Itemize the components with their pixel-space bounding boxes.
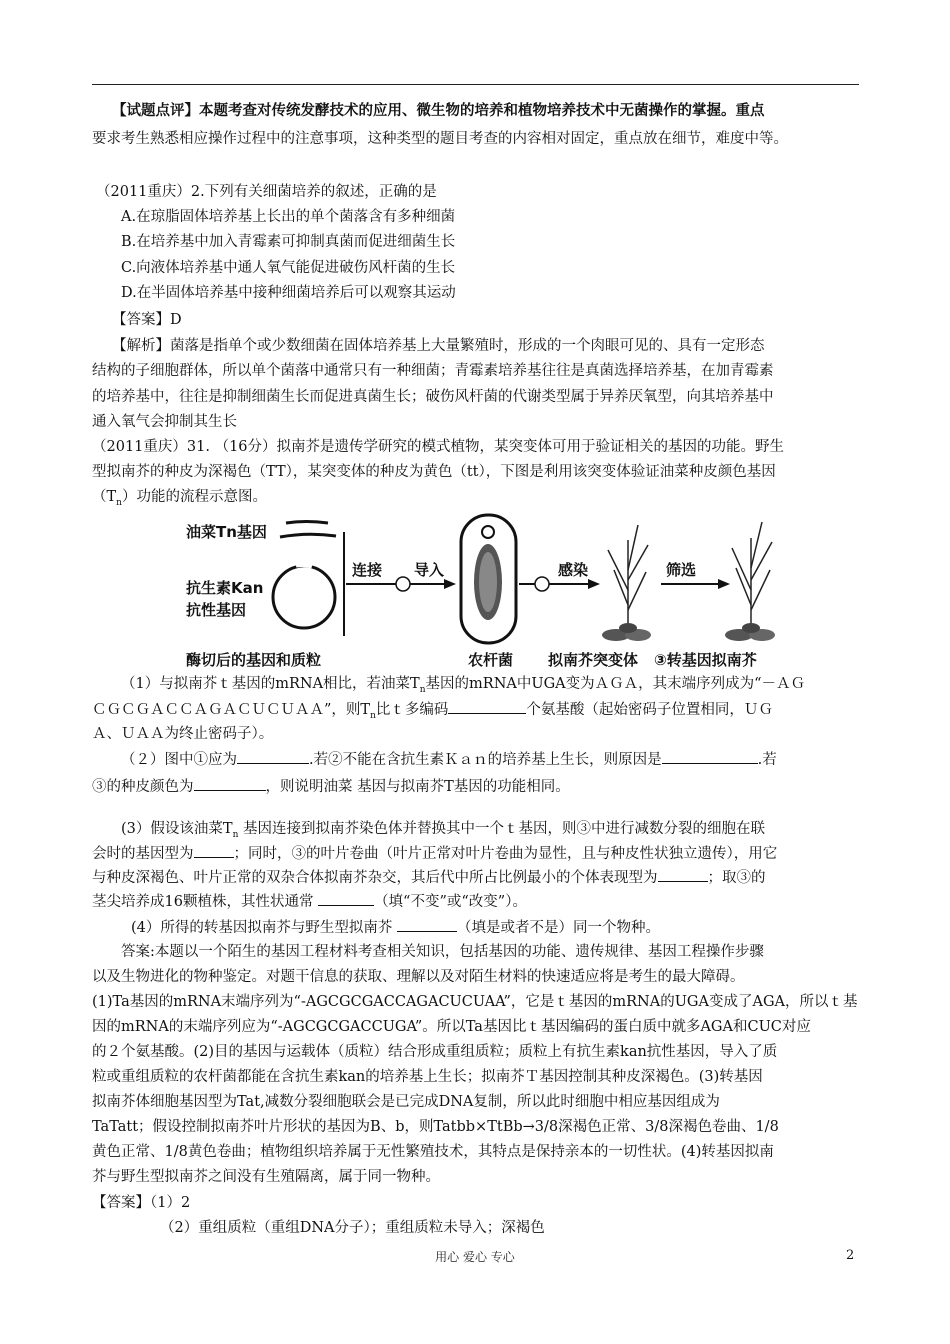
left-caption: 酶切后的基因和质粒 <box>186 651 322 669</box>
comment-line-2: 要求考生熟悉相应操作过程中的注意事项，这种类型的题目考查的内容相对固定，重点放在细节，难度中等。 <box>92 131 788 147</box>
kan-label-1: 抗生素Kan <box>186 579 264 597</box>
step-screen: 筛选 <box>666 561 697 579</box>
option-a: A.在琼脂固体培养基上长出的单个菌落含有多种细菌 <box>121 209 456 225</box>
sub-1-line-3: Ａ、ＵＡＡ为终止密码子）。 <box>92 726 274 742</box>
comment-line-1 <box>112 101 765 121</box>
final-answer-1: 【答案】（1）2 <box>92 1195 191 1211</box>
explain-line-5: 的２个氨基酸。(2)目的基因与运载体（质粒）结合形成重组质粒；质粒上有抗生素kan抗性基因，导入了质 <box>92 1044 778 1060</box>
right-caption-1: 拟南芥突变体 <box>548 651 639 669</box>
step-infect: 感染 <box>558 561 589 579</box>
transgenic-plant-icon <box>732 522 772 635</box>
explain-line-6: 粒或重组质粒的农杆菌都能在含抗生素kan的培养基上生长；拟南芥Ｔ基因控制其种皮深褐色。(3)转基因 <box>92 1069 763 1085</box>
question-31-line-1: （2011重庆）31. （16分）拟南芥是遗传学研究的模式植物，某突变体可用于验证相关的基因的功能。野生 <box>92 439 785 455</box>
explain-line-8: TaTatt；假设控制拟南芥叶片形状的基因为B、b，则Tatbb×TtBb→3/8深褐色正常、3/8深褐色卷曲、1/8 <box>92 1119 779 1135</box>
mid-caption: 农杆菌 <box>468 651 514 669</box>
sub-2-line-2: ③的种皮颜色为 ，则说明油菜 基因与拟南芥T基因的功能相同。 <box>92 776 570 797</box>
analysis-line-3: 的培养基中，往往是抑制细菌生长而促进真菌生长；破伤风杆菌的代谢类型属于异养厌氧型，向其培养基中 <box>92 389 774 405</box>
sub-3-line-2: 会时的基因型为 ；同时，③的叶片卷曲（叶片正常对叶片卷曲为显性，且与种皮性状独立遗传），用它 <box>92 843 777 864</box>
sub-1-line-1: （1）与拟南芥ｔ基因的mRNA相比，若油菜$T_n$基因的mRNA中UGA变为ＡＧＡ，其末端序列成为“－ＡＧ <box>121 676 806 695</box>
option-b: B.在培养基中加入青霉素可抑制真菌而促进细菌生长 <box>121 234 456 250</box>
sub-3-line-4: 茎尖培养成16颗植株，其性状通常 （填“不变”或“改变”）。 <box>92 891 527 912</box>
comment-text: 【试题点评】本题考查对传统发酵技术的应用、微生物的培养和植物培养技术中无菌操作的掌握。重点 <box>112 102 765 119</box>
option-d: D.在半固体培养基中接种细菌培养后可以观察其运动 <box>121 285 456 301</box>
question-31-line-3: $(T_n)$功能的流程示意图。 <box>92 489 267 508</box>
plasmid-icon <box>273 566 335 628</box>
step-import: 导入 <box>414 561 445 579</box>
sub-2-line-1: （２）图中①应为 .若②不能在含抗生素Ｋａｎ的培养基上生长，则原因是 .若 <box>121 749 777 770</box>
blank-4[interactable] <box>194 776 266 791</box>
blank-2[interactable] <box>237 749 309 764</box>
explain-line-1: 答案:本题以一个陌生的基因工程材料考查相关知识，包括基因的功能、遗传规律、基因工程操作步骤 <box>121 944 764 960</box>
mutant-plant-icon <box>608 525 648 635</box>
explain-line-4: 因的mRNA的末端序列应为“-AGCGCGACCUGA”。所以Ta基因比ｔ基因编码的蛋白质中就多AGA和CUC对应 <box>92 1019 811 1035</box>
blank-3[interactable] <box>662 749 758 764</box>
blank-1[interactable] <box>448 699 526 714</box>
gene-fragment-icon <box>286 522 328 524</box>
final-answer-2: （2）重组质粒（重组DNA分子）；重组质粒未导入；深褐色 <box>160 1220 545 1236</box>
blank-6[interactable] <box>658 867 708 882</box>
question-31-line-2: 型拟南芥的种皮为深褐色（TT），某突变体的种皮为黄色（tt），下图是利用该突变体验证油菜种皮颜色基因 <box>92 464 776 480</box>
step-connect: 连接 <box>352 561 383 579</box>
sub-3-line-1: (3）假设该油菜$T_n$ 基因连接到拟南芥染色体并替换其中一个ｔ基因，则③中进行减数分裂的细胞在联 <box>121 821 765 840</box>
sub-4-line: (4）所得的转基因拟南芥与野生型拟南芥 （填是或者不是）同一个物种。 <box>131 917 660 938</box>
explain-line-2: 以及生物进化的物种鉴定。对题干信息的获取、理解以及对陌生材料的快速适应将是考生的最大障碍。 <box>92 969 745 985</box>
question-2-stem: （2011重庆）2.下列有关细菌培养的叙述，正确的是 <box>96 184 437 200</box>
analysis-line-1: 【解析】菌落是指单个或少数细菌在固体培养基上大量繁殖时，形成的一个肉眼可见的、具有一定形态 <box>112 338 765 354</box>
flow-diagram-art <box>176 510 796 670</box>
page-number: 2 <box>846 1248 855 1263</box>
flow-diagram <box>176 510 796 670</box>
kan-label-2: 抗性基因 <box>186 601 247 619</box>
blank-8[interactable] <box>397 917 457 932</box>
right-caption-2: ③转基因拟南芥 <box>654 651 757 669</box>
analysis-line-2: 结构的子细胞群体，所以单个菌落中通常只有一种细菌；青霉素培养基往往是真菌选择培养基，在加青霉素 <box>92 363 774 379</box>
explain-line-7: 拟南芥体细胞基因型为Tat,减数分裂细胞联会是已完成DNA复制，所以此时细胞中相应基因组成为 <box>92 1094 720 1110</box>
gene-label: 油菜Tn基因 <box>186 523 267 541</box>
header-rule <box>92 84 859 85</box>
blank-7[interactable] <box>318 891 374 906</box>
sub-1-line-2: ＣＧＣＧＡＣＣＡＧＡＣＵＣＵＡＡ”，则$T_n$比ｔ多编码 个氨基酸（起始密码子位置相同，ＵＧ <box>92 699 773 726</box>
footer-slogan: 用心 爱心 专心 <box>435 1250 515 1264</box>
explain-line-10: 芥与野生型拟南芥之间没有生殖隔离，属于同一物种。 <box>92 1169 440 1185</box>
explain-line-9: 黄色正常、1/8黄色卷曲；植物组织培养属于无性繁殖技术，其特点是保持亲本的一切性状。(4)转基因拟南 <box>92 1144 774 1160</box>
analysis-line-4: 通入氧气会抑制其生长 <box>92 414 237 430</box>
explain-line-3: (1)Ta基因的mRNA末端序列为“-AGCGCGACCAGACUCUAA”，它是ｔ基因的mRNA的UGA变成了AGA，所以ｔ基 <box>92 994 858 1010</box>
option-c: C.向液体培养基中通人氧气能促进破伤风杆菌的生长 <box>121 260 456 276</box>
blank-5[interactable] <box>194 843 234 858</box>
sub-3-line-3: 与种皮深褐色、叶片正常的双杂合体拟南芥杂交，其后代中所占比例最小的个体表现型为 ；取③的 <box>92 867 766 888</box>
answer-2: 【答案】D <box>112 312 182 328</box>
